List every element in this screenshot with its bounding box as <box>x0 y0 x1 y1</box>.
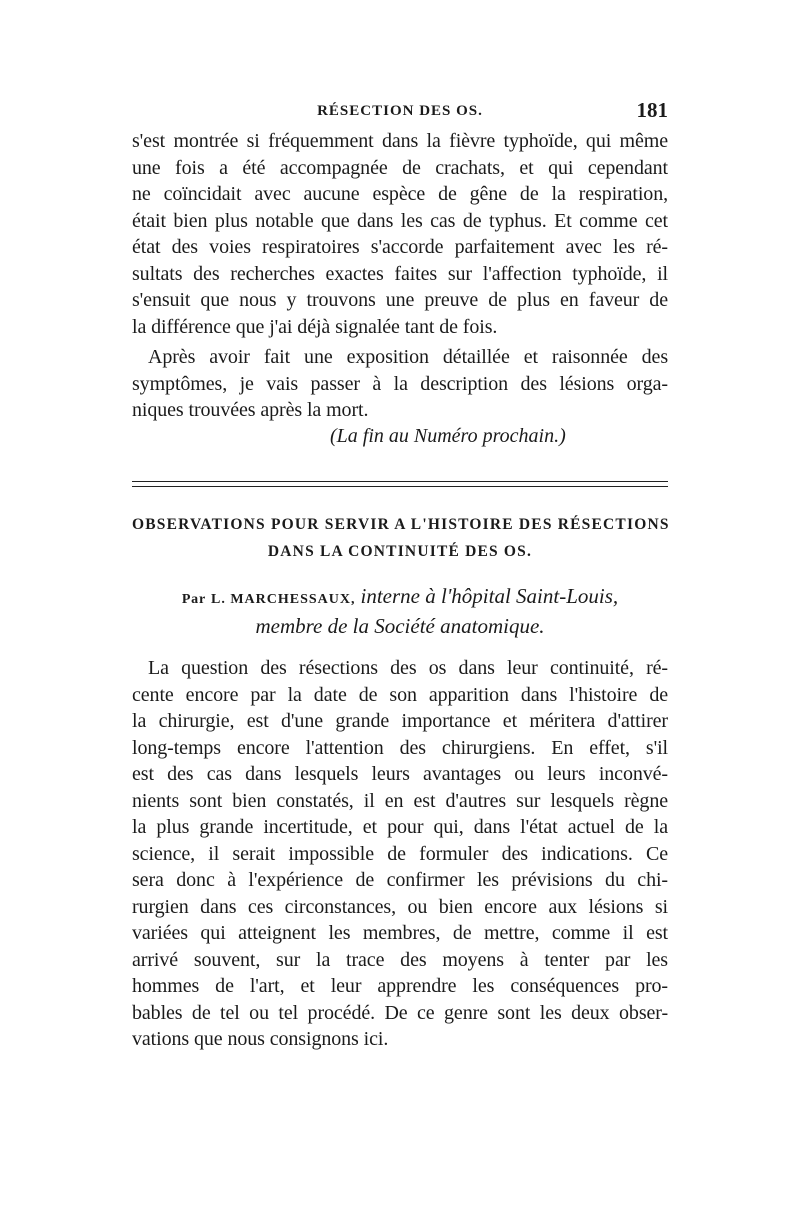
continuation-note: (La fin au Numéro prochain.) <box>330 425 566 447</box>
author-by: Par <box>181 592 206 607</box>
text-line: symptômes, je vais passer à la description des lésions orga- <box>132 372 668 395</box>
section-divider-top <box>132 481 668 482</box>
text-line: la plus grande incertitude, et pour qui, dans l'état actuel de la <box>132 816 668 838</box>
author-name: L. MARCHESSAUX, <box>210 592 356 607</box>
author-line <box>132 584 668 609</box>
text-line: s'ensuit que nous y trouvons une preuve de plus en faveur de <box>132 289 668 311</box>
paragraph-1 <box>132 128 668 340</box>
article-title-line-1: OBSERVATIONS POUR SERVIR A L'HISTOIRE DES RÉSECTIONS <box>132 516 670 533</box>
running-title: RÉSECTION DES OS. <box>317 103 483 119</box>
text-line: long-temps encore l'attention des chirurgiens. En effet, s'il <box>132 736 668 759</box>
text-line: cente encore par la date de son apparition dans l'histoire de <box>132 683 668 706</box>
text-line: sultats des recherches exactes faites sur l'affection typhoïde, il <box>132 262 668 285</box>
text-line: arrivé souvent, sur la trace des moyens à tenter par les <box>132 948 668 971</box>
text-line: s'est montrée si fréquemment dans la fièvre typhoïde, qui même <box>132 130 668 152</box>
text-line: Après avoir fait une exposition détaillée et raisonnée des <box>148 346 668 368</box>
text-line: état des voies respiratoires s'accorde parfaitement avec les ré- <box>132 236 668 258</box>
text-line: variées qui atteignent les membres, de mettre, comme il est <box>132 922 668 944</box>
running-head <box>132 98 668 128</box>
text-line: vations que nous consignons ici. <box>132 1028 389 1050</box>
author-role: interne à l'hôpital Saint-Louis, <box>360 584 619 608</box>
article-title-line-2: DANS LA CONTINUITÉ DES OS. <box>267 543 533 560</box>
text-line: rurgien dans ces circonstances, ou bien encore aux lésions si <box>132 895 668 918</box>
author-affiliation <box>132 614 668 639</box>
text-line: sera donc à l'expérience de confirmer les prévisions du chi- <box>132 869 668 891</box>
text-line: était bien plus notable que dans les cas de typhus. Et comme cet <box>132 209 668 232</box>
section-divider-bottom <box>132 486 668 487</box>
text-line: la chirurgie, est d'une grande importance et méritera d'attirer <box>132 710 668 732</box>
text-line: La question des résections des os dans leur continuité, ré- <box>148 657 668 679</box>
text-line: une fois a été accompagnée de crachats, et qui cependant <box>132 156 668 179</box>
page-number: 181 <box>636 98 668 122</box>
text-line: hommes de l'art, et leur apprendre les conséquences pro- <box>132 975 668 997</box>
text-line: bables de tel ou tel procédé. De ce genre sont les deux obser- <box>132 1001 668 1024</box>
text-line: ne coïncidait avec aucune espèce de gêne de la respiration, <box>132 183 668 205</box>
paragraph-3 <box>132 655 668 1053</box>
text-line: nients sont bien constatés, il en est d'autres sur lesquels règne <box>132 789 668 812</box>
paragraph-2 <box>132 344 668 424</box>
text-line: est des cas dans lesquels leurs avantages ou leurs inconvé- <box>132 763 668 785</box>
text-line: la différence que j'ai déjà signalée tant de fois. <box>132 315 498 338</box>
text-line: science, il serait impossible de formuler des indications. Ce <box>132 842 668 865</box>
text-line: niques trouvées après la mort. <box>132 399 369 421</box>
author-society: membre de la Société anatomique. <box>255 614 545 638</box>
